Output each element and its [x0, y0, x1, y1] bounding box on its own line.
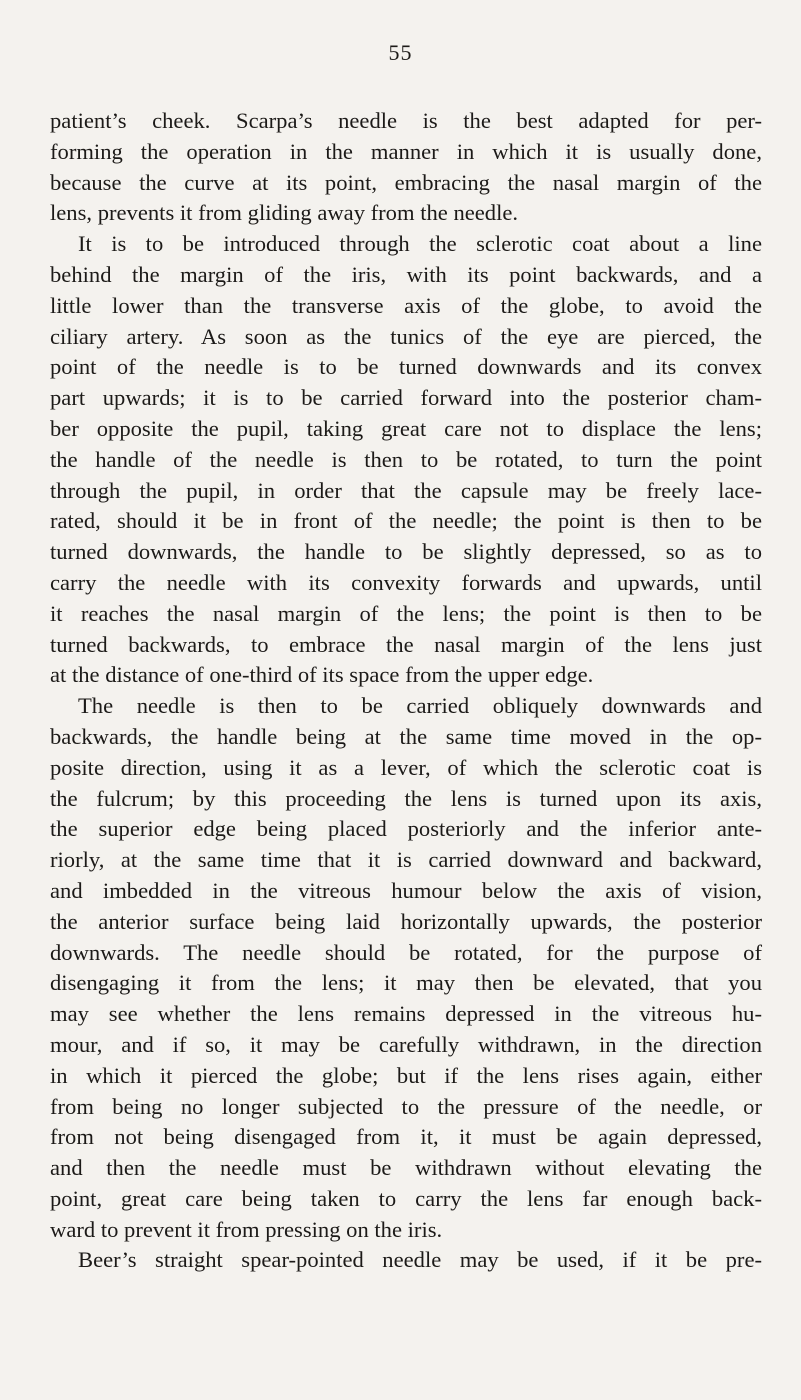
text-line: ber opposite the pupil, taking great care not to displace the lens;	[50, 415, 762, 441]
text-line: patient’s cheek. Scarpa’s needle is the best adapted for per-	[50, 108, 762, 133]
text-line: point, great care being taken to carry the lens far enough back-	[50, 1185, 762, 1211]
text-line: because the curve at its point, embracing the nasal margin of the	[50, 169, 762, 195]
text-line: from being no longer subjected to the pressure of the needle, or	[50, 1093, 762, 1119]
text-line: ward to prevent it from pressing on the iris.	[50, 1216, 443, 1242]
text-line: behind the margin of the iris, with its point backwards, and a	[50, 261, 762, 287]
text-line: the fulcrum; by this proceeding the lens is turned upon its axis,	[50, 785, 762, 811]
text-line: and then the needle must be withdrawn without elevating the	[50, 1155, 762, 1181]
text-line: downwards. The needle should be rotated, for the purpose of	[50, 939, 762, 965]
text-line: at the distance of one-third of its space from the upper edge.	[50, 662, 594, 688]
text-line: forming the operation in the manner in which it is usually done,	[50, 138, 762, 164]
text-line: little lower than the transverse axis of the globe, to avoid the	[50, 292, 762, 318]
text-line: The needle is then to be carried obliquely downwards and	[78, 693, 762, 719]
text-line: the superior edge being placed posteriorly and the inferior ante-	[50, 816, 762, 842]
text-line: ciliary artery. As soon as the tunics of the eye are pierced, the	[50, 323, 762, 349]
text-line: turned downwards, the handle to be slightly depressed, so as to	[50, 539, 762, 565]
text-line: the anterior surface being laid horizontally upwards, the posterior	[50, 908, 762, 934]
text-line: the handle of the needle is then to be rotated, to turn the point	[50, 446, 762, 472]
text-line: disengaging it from the lens; it may then be elevated, that you	[50, 970, 762, 996]
text-line: from not being disengaged from it, it must be again depressed,	[50, 1124, 762, 1150]
text-line: It is to be introduced through the sclerotic coat about a line	[78, 231, 762, 257]
text-line: backwards, the handle being at the same time moved in the op-	[50, 723, 762, 749]
text-line: mour, and if so, it may be carefully withdrawn, in the direction	[50, 1031, 762, 1057]
text-line: part upwards; it is to be carried forward into the posterior cham-	[50, 385, 762, 411]
text-line: may see whether the lens remains depressed in the vitreous hu-	[50, 1001, 762, 1027]
text-line: through the pupil, in order that the capsule may be freely lace-	[50, 477, 762, 503]
text-line: point of the needle is to be turned downwards and its convex	[50, 354, 762, 380]
text-line: riorly, at the same time that it is carried downward and backward,	[50, 847, 762, 873]
text-line: turned backwards, to embrace the nasal margin of the lens just	[50, 631, 762, 657]
text-line: lens, prevents it from gliding away from the needle.	[50, 200, 519, 226]
text-line: and imbedded in the vitreous humour below the axis of vision,	[50, 877, 762, 903]
text-line: Beer’s straight spear-pointed needle may be used, if it be pre-	[78, 1247, 762, 1273]
text-line: posite direction, using it as a lever, of which the sclerotic coat is	[50, 754, 762, 780]
text-line: in which it pierced the globe; but if the lens rises again, either	[50, 1062, 762, 1088]
text-line: carry the needle with its convexity forwards and upwards, until	[50, 569, 762, 595]
body-text	[50, 106, 762, 1276]
text-line: rated, should it be in front of the needle; the point is then to be	[50, 508, 762, 534]
page-number: 55	[388, 40, 413, 65]
text-line: it reaches the nasal margin of the lens; the point is then to be	[50, 600, 762, 626]
